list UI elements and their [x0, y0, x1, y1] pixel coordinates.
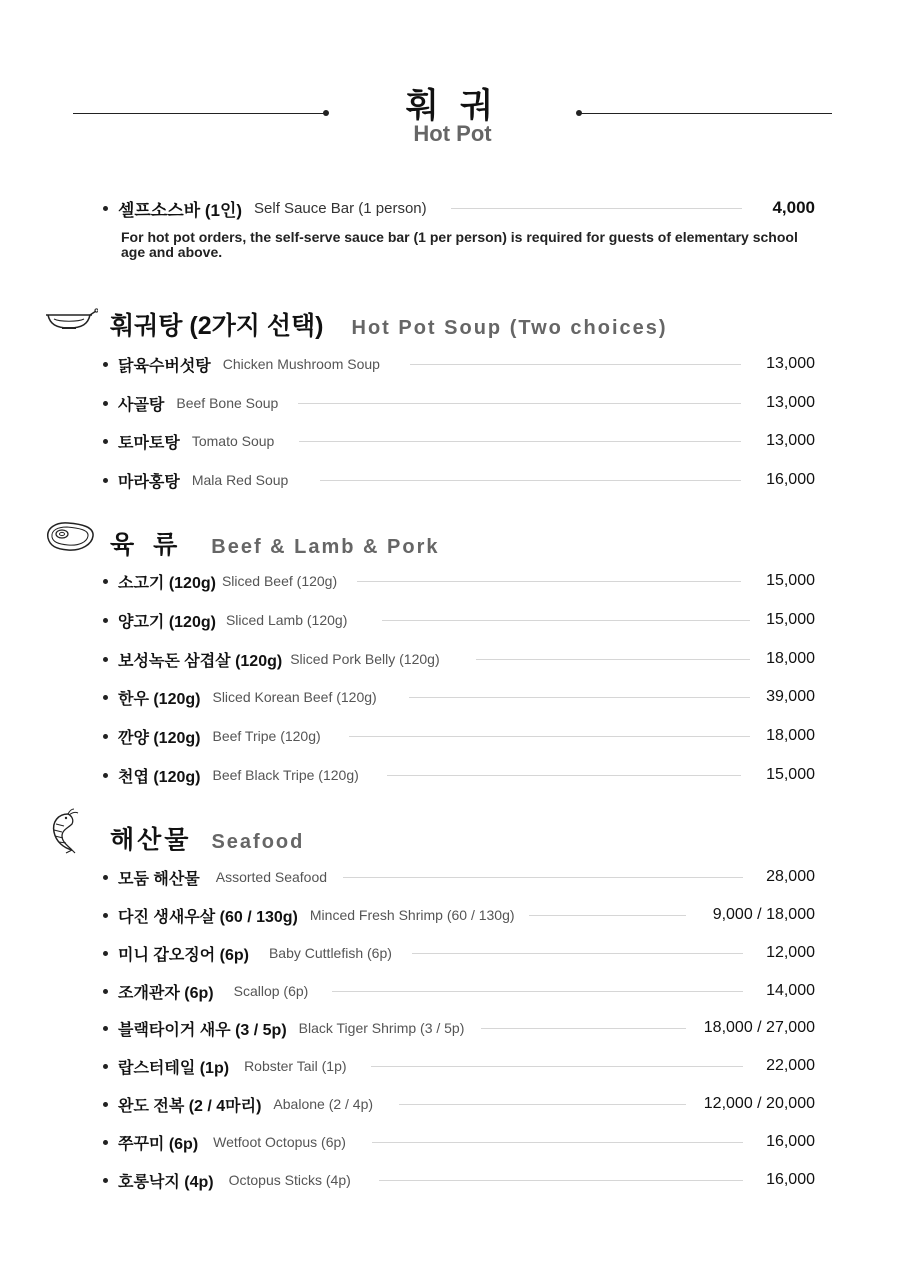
- item-name-korean: 완도 전복 (2 / 4마리): [118, 1097, 262, 1115]
- item-price: 12,000 / 20,000: [703, 1095, 815, 1112]
- item-price: 13,000: [766, 432, 815, 449]
- bullet: [103, 478, 108, 483]
- item-name-korean: 블랙타이거 새우 (3 / 5p): [118, 1021, 287, 1039]
- item-price: 15,000: [766, 766, 815, 783]
- section-title-korean: 훠궈탕 (2가지 선택): [110, 312, 324, 340]
- steak-icon: [42, 516, 98, 564]
- item-price: 18,000: [766, 650, 815, 667]
- item-price: 28,000: [766, 868, 815, 885]
- list-item: [103, 569, 815, 593]
- bullet: [103, 1026, 108, 1031]
- item-name-english: Sliced Korean Beef (120g): [212, 689, 377, 705]
- section-heading-meat: [110, 525, 440, 561]
- price-leader-line: [409, 697, 750, 698]
- item-name-english: Assorted Seafood: [215, 869, 328, 885]
- item-price: 14,000: [766, 982, 815, 999]
- item-name-english: Wetfoot Octopus (6p): [213, 1134, 346, 1150]
- item-price: 39,000: [766, 688, 815, 705]
- page-title-english: Hot Pot: [413, 121, 492, 146]
- price-leader-line: [481, 1028, 685, 1029]
- item-name-english: Abalone (2 / 4p): [273, 1096, 374, 1112]
- bullet: [103, 875, 108, 880]
- item-name-korean: 천엽 (120g): [118, 768, 201, 786]
- item-price: 16,000: [766, 1133, 815, 1150]
- item-name-korean: 한우 (120g): [118, 690, 201, 708]
- item-price: 9,000 / 18,000: [712, 906, 815, 923]
- item-name-korean: 미니 갑오징어 (6p): [118, 946, 249, 964]
- item-name-korean: 랍스터테일 (1p): [118, 1059, 230, 1077]
- item-name-korean: 사골탕: [118, 396, 165, 414]
- price-leader-line: [299, 441, 741, 442]
- item-price: 16,000: [766, 1171, 815, 1188]
- item-name-korean: 호롱낙지 (4p): [118, 1173, 214, 1191]
- sauce-bar-price: 4,000: [772, 198, 815, 217]
- sauce-bar-row: [103, 196, 815, 220]
- list-item: [103, 1054, 815, 1078]
- item-name-korean: 마라홍탕: [118, 473, 180, 491]
- item-name-english: Chicken Mushroom Soup: [222, 356, 380, 372]
- sauce-bar-note: For hot pot orders, the self-serve sauce bar (1 per person) is required for guests of elementary school age and above.: [121, 229, 798, 260]
- list-item: [103, 1130, 815, 1154]
- price-leader-line: [476, 659, 750, 660]
- bullet: [103, 439, 108, 444]
- item-name-korean: 다진 생새우살 (60 / 130g): [118, 908, 298, 926]
- bullet: [103, 773, 108, 778]
- price-leader-line: [399, 1104, 686, 1105]
- bullet: [103, 1064, 108, 1069]
- item-name-english: Beef Black Tripe (120g): [212, 767, 359, 783]
- price-leader-line: [410, 364, 741, 365]
- sauce-bar-name-english: Self Sauce Bar (1 person): [254, 199, 427, 217]
- list-item: [103, 979, 815, 1003]
- bullet: [103, 657, 108, 662]
- sauce-bar-name-korean: 셀프소스바 (1인): [118, 200, 243, 220]
- list-item: [103, 352, 815, 376]
- page-title-korean: 훠 궈: [405, 87, 500, 125]
- list-item: [103, 865, 815, 889]
- price-leader-line: [357, 581, 741, 582]
- item-name-english: Baby Cuttlefish (6p): [268, 945, 392, 961]
- item-name-korean: 쭈꾸미 (6p): [118, 1135, 199, 1153]
- bullet: [103, 206, 108, 211]
- item-name-korean: 양고기 (120g): [118, 613, 216, 631]
- item-price: 16,000: [766, 471, 815, 488]
- bullet: [103, 1102, 108, 1107]
- item-name-english: Scallop (6p): [233, 983, 309, 999]
- item-name-korean: 닭육수버섯탕: [118, 357, 211, 375]
- item-name-english: Mala Red Soup: [191, 472, 289, 488]
- bullet: [103, 1178, 108, 1183]
- section-title-korean: 육 류: [110, 531, 184, 559]
- item-name-english: Sliced Pork Belly (120g): [290, 651, 440, 667]
- item-price: 12,000: [766, 944, 815, 961]
- bullet: [103, 618, 108, 623]
- bullet: [103, 734, 108, 739]
- list-item: [103, 1168, 815, 1192]
- list-item: [103, 391, 815, 415]
- bullet: [103, 989, 108, 994]
- bullet: [103, 913, 108, 918]
- list-item: [103, 608, 815, 632]
- price-leader-line: [349, 736, 750, 737]
- item-name-english: Beef Bone Soup: [176, 395, 279, 411]
- price-leader-line: [387, 775, 741, 776]
- item-price: 13,000: [766, 394, 815, 411]
- section-title-english: Beef & Lamb & Pork: [211, 536, 440, 558]
- price-leader-line: [371, 1066, 744, 1067]
- hot-pot-bowl-icon: [42, 298, 98, 346]
- price-leader-line: [320, 480, 741, 481]
- item-price: 13,000: [766, 355, 815, 372]
- bullet: [103, 1140, 108, 1145]
- section-title-korean: 해산물: [110, 826, 192, 854]
- item-name-english: Robster Tail (1p): [244, 1058, 347, 1074]
- item-name-korean: 깐양 (120g): [118, 729, 201, 747]
- list-item: [103, 903, 815, 927]
- item-name-english: Sliced Beef (120g): [221, 573, 338, 589]
- price-leader-line: [382, 620, 750, 621]
- list-item: [103, 685, 815, 709]
- price-leader-line: [451, 208, 743, 209]
- bullet: [103, 695, 108, 700]
- item-name-english: Minced Fresh Shrimp (60 / 130g): [309, 907, 515, 923]
- price-leader-line: [298, 403, 741, 404]
- item-price: 22,000: [766, 1057, 815, 1074]
- section-heading-hot-pot-soup: [110, 306, 668, 342]
- item-name-korean: 보성녹돈 삼겹살 (120g): [118, 652, 283, 670]
- item-price: 18,000 / 27,000: [703, 1019, 815, 1036]
- section-title-english: Seafood: [211, 831, 305, 853]
- section-title-english: Hot Pot Soup (Two choices): [351, 317, 668, 339]
- section-heading-seafood: [110, 820, 304, 856]
- list-item: [103, 1092, 815, 1116]
- list-item: [103, 724, 815, 748]
- item-name-korean: 조개관자 (6p): [118, 984, 214, 1002]
- bullet: [103, 362, 108, 367]
- item-name-korean: 소고기 (120g): [118, 574, 216, 592]
- list-item: [103, 941, 815, 965]
- list-item: [103, 429, 815, 453]
- bullet: [103, 401, 108, 406]
- price-leader-line: [529, 915, 686, 916]
- bullet: [103, 579, 108, 584]
- price-leader-line: [332, 991, 743, 992]
- price-leader-line: [343, 877, 743, 878]
- list-item: [103, 647, 815, 671]
- price-leader-line: [372, 1142, 743, 1143]
- item-name-english: Tomato Soup: [191, 433, 275, 449]
- item-name-english: Black Tiger Shrimp (3 / 5p): [298, 1020, 465, 1036]
- item-name-english: Sliced Lamb (120g): [225, 612, 348, 628]
- list-item: [103, 468, 815, 492]
- item-name-korean: 모둠 해산물: [118, 870, 200, 888]
- item-name-korean: 토마토탕: [118, 434, 180, 452]
- item-price: 18,000: [766, 727, 815, 744]
- price-leader-line: [412, 953, 743, 954]
- shrimp-icon: [42, 806, 98, 854]
- item-price: 15,000: [766, 611, 815, 628]
- price-leader-line: [379, 1180, 743, 1181]
- item-price: 15,000: [766, 572, 815, 589]
- list-item: [103, 763, 815, 787]
- list-item: [103, 1016, 815, 1040]
- bullet: [103, 951, 108, 956]
- item-name-english: Beef Tripe (120g): [212, 728, 321, 744]
- item-name-english: Octopus Sticks (4p): [228, 1172, 351, 1188]
